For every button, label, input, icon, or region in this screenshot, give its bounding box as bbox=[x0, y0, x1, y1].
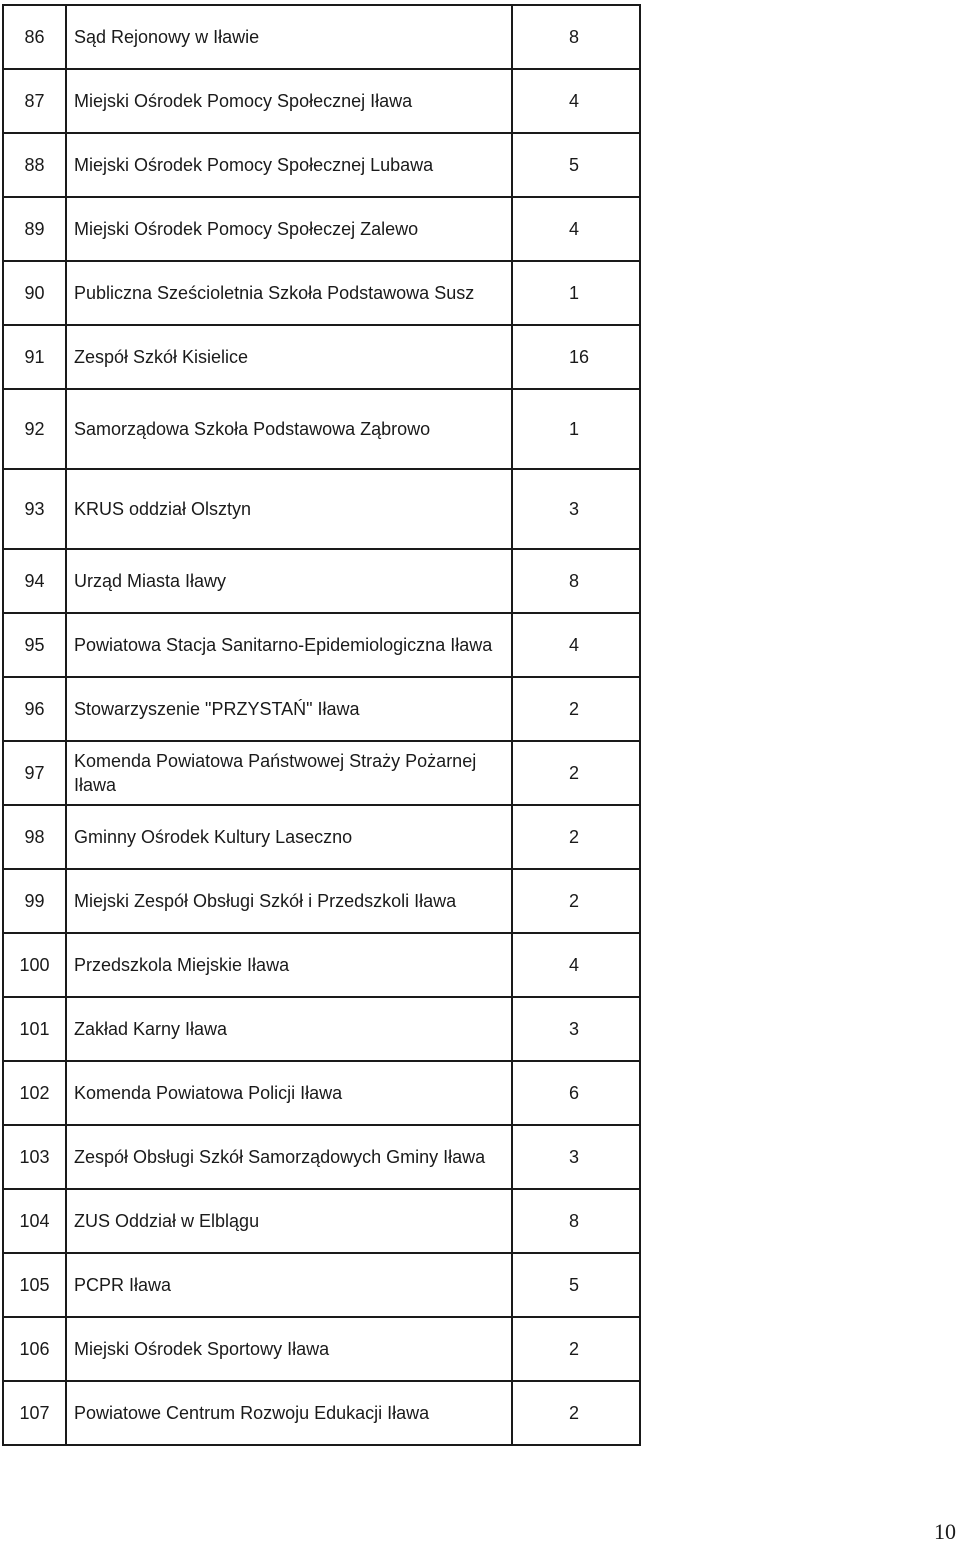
institution-name: Powiatowa Stacja Sanitarno-Epidemiologiczna Iława bbox=[66, 613, 512, 677]
institution-name: Miejski Ośrodek Pomocy Społeczej Zalewo bbox=[66, 197, 512, 261]
table-row bbox=[3, 741, 640, 805]
institution-name: Miejski Ośrodek Sportowy Iława bbox=[66, 1317, 512, 1381]
row-number: 106 bbox=[3, 1317, 66, 1381]
row-number: 101 bbox=[3, 997, 66, 1061]
row-number: 87 bbox=[3, 69, 66, 133]
institution-name: Komenda Powiatowa Państwowej Straży Pożarnej Iława bbox=[66, 741, 512, 805]
row-number: 102 bbox=[3, 1061, 66, 1125]
table-row bbox=[3, 5, 640, 69]
row-number: 91 bbox=[3, 325, 66, 389]
table-row bbox=[3, 1189, 640, 1253]
row-number: 95 bbox=[3, 613, 66, 677]
participant-count: 8 bbox=[512, 1189, 640, 1253]
institution-name: Miejski Ośrodek Pomocy Społecznej Iława bbox=[66, 69, 512, 133]
table-row bbox=[3, 389, 640, 469]
table-row bbox=[3, 1061, 640, 1125]
row-number: 105 bbox=[3, 1253, 66, 1317]
institution-name: Publiczna Sześcioletnia Szkoła Podstawowa Susz bbox=[66, 261, 512, 325]
table-row bbox=[3, 469, 640, 549]
participant-count: 1 bbox=[512, 389, 640, 469]
institution-name: ZUS Oddział w Elblągu bbox=[66, 1189, 512, 1253]
row-number: 99 bbox=[3, 869, 66, 933]
institutions-table bbox=[2, 4, 641, 1446]
institution-name: Sąd Rejonowy w Iławie bbox=[66, 5, 512, 69]
institution-name: PCPR Iława bbox=[66, 1253, 512, 1317]
participant-count: 2 bbox=[512, 677, 640, 741]
participant-count: 3 bbox=[512, 469, 640, 549]
table-row bbox=[3, 933, 640, 997]
participant-count: 5 bbox=[512, 1253, 640, 1317]
table-row bbox=[3, 613, 640, 677]
participant-count: 2 bbox=[512, 741, 640, 805]
institution-name: Gminny Ośrodek Kultury Laseczno bbox=[66, 805, 512, 869]
institution-name: Powiatowe Centrum Rozwoju Edukacji Iława bbox=[66, 1381, 512, 1445]
table-row bbox=[3, 549, 640, 613]
participant-count: 1 bbox=[512, 261, 640, 325]
row-number: 107 bbox=[3, 1381, 66, 1445]
row-number: 89 bbox=[3, 197, 66, 261]
table-row bbox=[3, 677, 640, 741]
institution-name: Samorządowa Szkoła Podstawowa Ząbrowo bbox=[66, 389, 512, 469]
institution-name: Stowarzyszenie "PRZYSTAŃ" Iława bbox=[66, 677, 512, 741]
participant-count: 3 bbox=[512, 997, 640, 1061]
row-number: 86 bbox=[3, 5, 66, 69]
row-number: 92 bbox=[3, 389, 66, 469]
institution-name: Zespół Szkół Kisielice bbox=[66, 325, 512, 389]
row-number: 88 bbox=[3, 133, 66, 197]
table-row bbox=[3, 69, 640, 133]
participant-count: 2 bbox=[512, 805, 640, 869]
participant-count: 2 bbox=[512, 1381, 640, 1445]
participant-count: 4 bbox=[512, 933, 640, 997]
participant-count: 3 bbox=[512, 1125, 640, 1189]
row-number: 98 bbox=[3, 805, 66, 869]
page-number: 10 bbox=[934, 1519, 956, 1544]
row-number: 104 bbox=[3, 1189, 66, 1253]
table-row bbox=[3, 261, 640, 325]
table-row bbox=[3, 133, 640, 197]
row-number: 97 bbox=[3, 741, 66, 805]
row-number: 103 bbox=[3, 1125, 66, 1189]
participant-count: 4 bbox=[512, 197, 640, 261]
row-number: 100 bbox=[3, 933, 66, 997]
participant-count: 6 bbox=[512, 1061, 640, 1125]
institution-name: Miejski Ośrodek Pomocy Społecznej Lubawa bbox=[66, 133, 512, 197]
participant-count: 4 bbox=[512, 69, 640, 133]
row-number: 90 bbox=[3, 261, 66, 325]
table-row bbox=[3, 325, 640, 389]
table-row bbox=[3, 869, 640, 933]
participant-count: 2 bbox=[512, 869, 640, 933]
institution-name: KRUS oddział Olsztyn bbox=[66, 469, 512, 549]
institution-name: Zakład Karny Iława bbox=[66, 997, 512, 1061]
row-number: 93 bbox=[3, 469, 66, 549]
institution-name: Zespół Obsługi Szkół Samorządowych Gminy Iława bbox=[66, 1125, 512, 1189]
row-number: 94 bbox=[3, 549, 66, 613]
participant-count: 8 bbox=[512, 5, 640, 69]
participant-count: 4 bbox=[512, 613, 640, 677]
table-row bbox=[3, 1381, 640, 1445]
table-row bbox=[3, 1253, 640, 1317]
institution-name: Miejski Zespół Obsługi Szkół i Przedszkoli Iława bbox=[66, 869, 512, 933]
table-row bbox=[3, 805, 640, 869]
table-row bbox=[3, 197, 640, 261]
row-number: 96 bbox=[3, 677, 66, 741]
institution-name: Przedszkola Miejskie Iława bbox=[66, 933, 512, 997]
institution-name: Komenda Powiatowa Policji Iława bbox=[66, 1061, 512, 1125]
participant-count: 8 bbox=[512, 549, 640, 613]
participant-count: 5 bbox=[512, 133, 640, 197]
table-row bbox=[3, 997, 640, 1061]
institution-name: Urząd Miasta Iławy bbox=[66, 549, 512, 613]
table-row bbox=[3, 1125, 640, 1189]
participant-count: 2 bbox=[512, 1317, 640, 1381]
participant-count: 16 bbox=[512, 325, 640, 389]
table-row bbox=[3, 1317, 640, 1381]
